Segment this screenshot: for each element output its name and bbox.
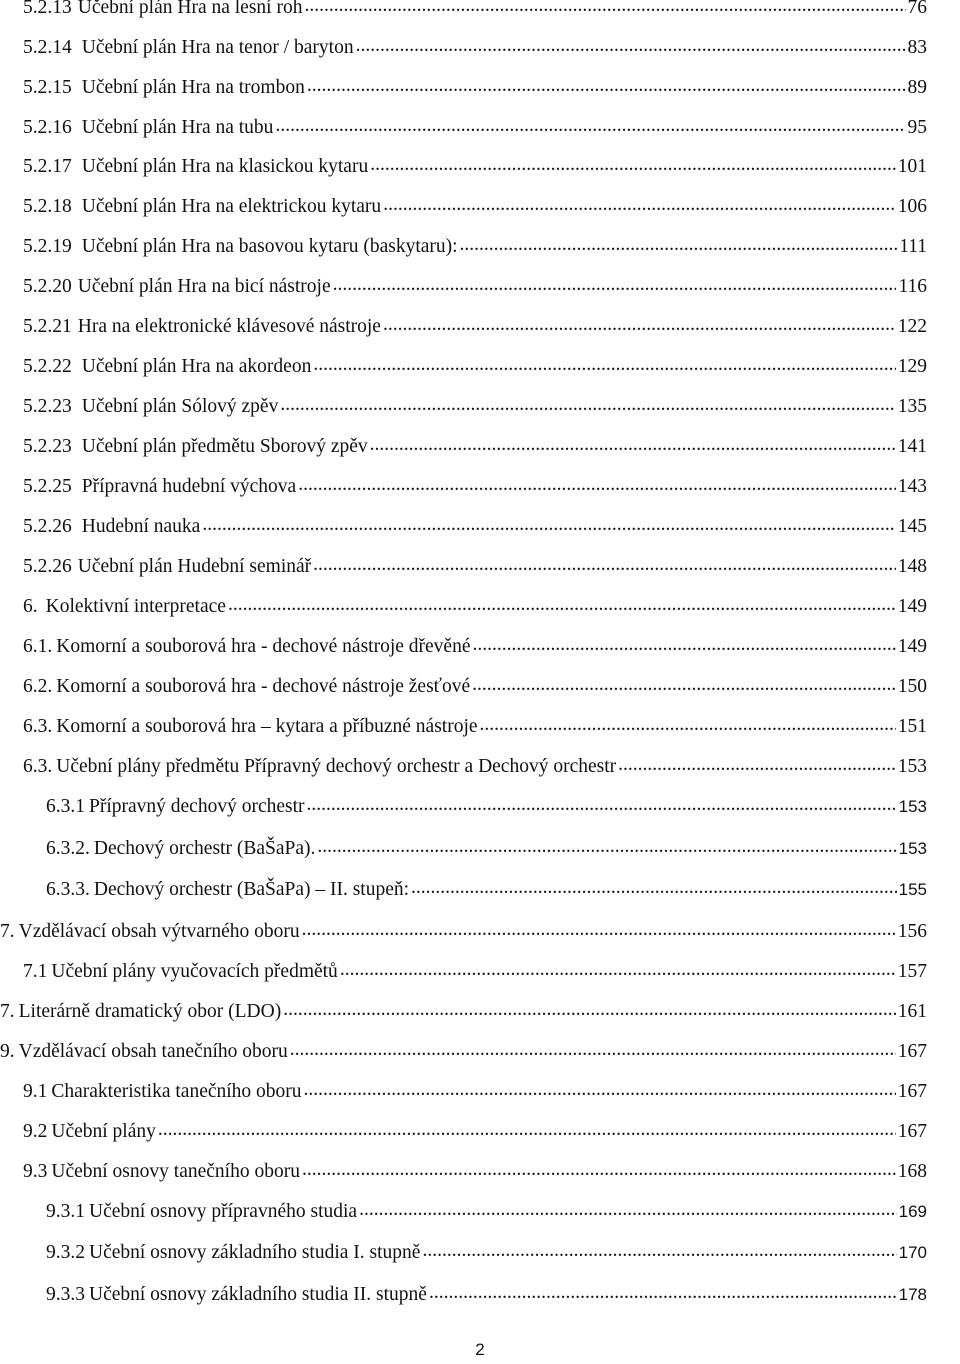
toc-entry-title: Hudební nauka xyxy=(81,516,201,537)
toc-entry-title: Dechový orchestr (BaŠaPa) – II. stupeň: xyxy=(93,879,410,900)
toc-entry[interactable] xyxy=(23,432,927,462)
toc-entry[interactable] xyxy=(46,1238,927,1268)
toc-entry-number: 9.3.2 xyxy=(46,1242,85,1263)
toc-dot-leader xyxy=(411,880,897,900)
toc-entry-title: Učební plány vyučovacích předmětů xyxy=(51,961,338,982)
toc-entry[interactable] xyxy=(23,752,927,782)
toc-entry-page: 155 xyxy=(898,880,927,899)
toc-dot-leader xyxy=(333,277,897,297)
toc-entry-title: Učební plán Hra na tubu xyxy=(81,117,274,138)
toc-entry-page: 83 xyxy=(907,37,927,58)
toc-entry-page: 178 xyxy=(898,1285,927,1304)
toc-entry-number: 6.2. xyxy=(23,676,53,697)
toc-entry-page: 151 xyxy=(897,716,927,737)
toc-entry-number: 5.2.26 xyxy=(23,556,72,577)
toc-entry-title: Kolektivní interpretace xyxy=(45,596,226,617)
toc-entry[interactable] xyxy=(23,0,927,23)
toc-entry[interactable] xyxy=(23,113,927,143)
toc-entry[interactable] xyxy=(23,957,927,987)
toc-entry[interactable] xyxy=(23,232,927,262)
toc-entry-number: 5.2.23 xyxy=(23,436,72,457)
toc-entry-number: 5.2.20 xyxy=(23,276,72,297)
toc-entry-title: Komorní a souborová hra - dechové nástroje žesťové xyxy=(56,676,471,697)
toc-entry-number: 5.2.16 xyxy=(23,117,72,138)
toc-entry-page: 145 xyxy=(897,516,927,537)
toc-dot-leader xyxy=(202,517,895,537)
toc-entry[interactable] xyxy=(23,592,927,622)
toc-entry-number: 6.3. xyxy=(23,716,53,737)
toc-entry-page: 153 xyxy=(898,839,927,858)
toc-entry-number: 9.2 xyxy=(23,1121,48,1142)
toc-entry[interactable] xyxy=(23,1117,927,1147)
toc-entry[interactable] xyxy=(23,1077,927,1107)
toc-entry-number: 9.1 xyxy=(23,1081,48,1102)
toc-entry-page: 106 xyxy=(897,196,927,217)
toc-entry-title: Učební plán Hra na klasickou kytaru xyxy=(81,156,369,177)
toc-entry[interactable] xyxy=(46,792,927,822)
toc-entry-number: 6.3.2. xyxy=(46,838,90,859)
toc-entry[interactable] xyxy=(23,192,927,222)
toc-entry-page: 135 xyxy=(897,396,927,417)
toc-entry-title: Učební plán Hudební seminář xyxy=(77,556,312,577)
toc-dot-leader xyxy=(298,477,896,497)
toc-dot-leader xyxy=(307,78,906,98)
toc-entry-number: 5.2.23 xyxy=(23,396,72,417)
toc-entry-page: 116 xyxy=(898,276,927,297)
toc-dot-leader xyxy=(359,1202,897,1222)
toc-entry-page: 167 xyxy=(897,1041,927,1062)
toc-entry-number: 6.3.3. xyxy=(46,879,90,900)
toc-entry-page: 149 xyxy=(897,636,927,657)
toc-entry[interactable] xyxy=(23,1157,927,1187)
toc-entry-title: Učební plány xyxy=(51,1121,156,1142)
toc-entry-title: Učební plán Hra na basovou kytaru (baskytaru): xyxy=(81,236,458,257)
toc-entry-number: 5.2.14 xyxy=(23,37,72,58)
toc-dot-leader xyxy=(460,237,898,257)
toc-dot-leader xyxy=(480,717,896,737)
toc-dot-leader xyxy=(304,1082,896,1102)
toc-dot-leader xyxy=(422,1243,896,1263)
toc-entry-page: 153 xyxy=(898,797,927,816)
toc-entry-title: Učební osnovy přípravného studia xyxy=(89,1201,358,1222)
toc-entry[interactable] xyxy=(23,312,927,342)
toc-entry-title: Hra na elektronické klávesové nástroje xyxy=(77,316,381,337)
toc-entry-title: Literárně dramatický obor (LDO) xyxy=(18,1001,282,1022)
page-number: 2 xyxy=(475,1340,485,1359)
toc-entry-page: 76 xyxy=(907,0,927,18)
toc-entry[interactable] xyxy=(23,392,927,422)
toc-entry-page: 129 xyxy=(897,356,927,377)
toc-entry-page: 156 xyxy=(897,921,927,942)
toc-entry-number: 6.3. xyxy=(23,756,53,777)
toc-entry-number: 9.3.3 xyxy=(46,1284,85,1305)
toc-dot-leader xyxy=(472,677,896,697)
toc-entry[interactable] xyxy=(23,33,927,63)
toc-entry[interactable] xyxy=(23,352,927,382)
toc-dot-leader xyxy=(313,557,896,577)
toc-entry-number: 5.2.15 xyxy=(23,77,72,98)
toc-entry-page: 122 xyxy=(897,316,927,337)
toc-entry[interactable] xyxy=(23,512,927,542)
toc-entry[interactable] xyxy=(23,672,927,702)
toc-entry-title: Dechový orchestr (BaŠaPa). xyxy=(93,838,316,859)
toc-entry-number: 9.3.1 xyxy=(46,1201,85,1222)
toc-dot-leader xyxy=(280,397,895,417)
toc-entry[interactable] xyxy=(23,73,927,103)
toc-entry-title: Učební plán předmětu Sborový zpěv xyxy=(81,436,368,457)
toc-entry[interactable] xyxy=(23,712,927,742)
toc-entry-page: 167 xyxy=(897,1121,927,1142)
toc-entry-title: Učební osnovy základního studia I. stupně xyxy=(89,1242,421,1263)
toc-entry-page: 95 xyxy=(907,117,927,138)
toc-entry-number: 6. xyxy=(23,596,38,617)
toc-entry-title: Učební plán Hra na elektrickou kytaru xyxy=(81,196,382,217)
toc-entry-title: Učební plán Hra na bicí nástroje xyxy=(77,276,331,297)
toc-entry-title: Přípravný dechový orchestr xyxy=(89,796,305,817)
toc-dot-leader xyxy=(429,1285,897,1305)
toc-entry-title: Charakteristika tanečního oboru xyxy=(51,1081,302,1102)
toc-entry[interactable] xyxy=(0,1037,927,1067)
toc-entry-number: 5.2.17 xyxy=(23,156,72,177)
toc-entry-number: 6.3.1 xyxy=(46,796,85,817)
toc-entry-number: 7. xyxy=(0,1001,15,1022)
toc-dot-leader xyxy=(283,1002,896,1022)
toc-entry-title: Učební plán Hra na akordeon xyxy=(81,356,312,377)
toc-entry-page: 148 xyxy=(897,556,927,577)
toc-entry-page: 111 xyxy=(899,236,927,257)
toc-entry-page: 168 xyxy=(897,1161,927,1182)
toc-entry-number: 6.1. xyxy=(23,636,53,657)
toc-entry-title: Učební osnovy tanečního oboru xyxy=(51,1161,300,1182)
toc-entry-page: 170 xyxy=(898,1243,927,1262)
toc-dot-leader xyxy=(313,357,895,377)
toc-entry-number: 5.2.26 xyxy=(23,516,72,537)
toc-dot-leader xyxy=(472,637,895,657)
toc-entry-number: 7.1 xyxy=(23,961,48,982)
toc-entry-page: 101 xyxy=(897,156,927,177)
toc-entry-number: 5.2.22 xyxy=(23,356,72,377)
toc-entry[interactable] xyxy=(23,632,927,662)
toc-entry[interactable] xyxy=(23,272,927,302)
toc-entry-title: Přípravná hudební výchova xyxy=(81,476,297,497)
toc-dot-leader xyxy=(370,437,896,457)
toc-dot-leader xyxy=(228,597,896,617)
toc-entry[interactable] xyxy=(46,875,927,905)
toc-dot-leader xyxy=(290,1042,896,1062)
toc-entry-title: Vzdělávací obsah výtvarného oboru xyxy=(18,921,300,942)
toc-entry-number: 9. xyxy=(0,1041,15,1062)
toc-entry-page: 149 xyxy=(897,596,927,617)
toc-dot-leader xyxy=(304,0,905,18)
toc-dot-leader xyxy=(158,1122,896,1142)
toc-entry[interactable] xyxy=(46,834,927,864)
toc-dot-leader xyxy=(302,922,896,942)
toc-entry-title: Učební plán Sólový zpěv xyxy=(81,396,279,417)
toc-dot-leader xyxy=(356,38,906,58)
toc-entry-number: 5.2.13 xyxy=(23,0,72,18)
toc-entry-page: 157 xyxy=(897,961,927,982)
toc-dot-leader xyxy=(307,797,897,817)
toc-entry-title: Komorní a souborová hra – kytara a příbuzné nástroje xyxy=(56,716,478,737)
toc-entry-page: 141 xyxy=(897,436,927,457)
toc-dot-leader xyxy=(317,839,896,859)
toc-entry-number: 9.3 xyxy=(23,1161,48,1182)
toc-dot-leader xyxy=(275,118,905,138)
toc-entry-page: 89 xyxy=(907,77,927,98)
toc-entry-title: Učební plány předmětu Přípravný dechový orchestr a Dechový orchestr xyxy=(56,756,617,777)
toc-entry[interactable] xyxy=(46,1197,927,1227)
toc-entry-number: 5.2.25 xyxy=(23,476,72,497)
toc-dot-leader xyxy=(370,157,896,177)
toc-entry[interactable] xyxy=(23,472,927,502)
toc-entry-page: 169 xyxy=(898,1202,927,1221)
toc-dot-leader xyxy=(302,1162,896,1182)
toc-entry-number: 5.2.19 xyxy=(23,236,72,257)
toc-dot-leader xyxy=(340,962,896,982)
toc-dot-leader xyxy=(618,757,896,777)
toc-entry-number: 5.2.18 xyxy=(23,196,72,217)
toc-entry-number: 5.2.21 xyxy=(23,316,72,337)
toc-entry[interactable] xyxy=(23,552,927,582)
toc-dot-leader xyxy=(383,197,896,217)
toc-entry-title: Komorní a souborová hra - dechové nástroje dřevěné xyxy=(56,636,471,657)
toc-entry-page: 143 xyxy=(897,476,927,497)
toc-entry-title: Vzdělávací obsah tanečního oboru xyxy=(18,1041,288,1062)
toc-entry-number: 7. xyxy=(0,921,15,942)
toc-entry-page: 153 xyxy=(897,756,927,777)
toc-entry-title: Učební plán Hra na trombon xyxy=(81,77,305,98)
toc-entry-page: 161 xyxy=(897,1001,927,1022)
toc-entry-title: Učební osnovy základního studia II. stupně xyxy=(89,1284,427,1305)
toc-entry[interactable] xyxy=(23,152,927,182)
toc-entry[interactable] xyxy=(46,1280,927,1310)
toc-entry[interactable] xyxy=(0,917,927,947)
toc-dot-leader xyxy=(383,317,896,337)
toc-entry-page: 167 xyxy=(897,1081,927,1102)
toc-entry-title: Učební plán Hra na lesní roh xyxy=(77,0,303,18)
toc-entry-page: 150 xyxy=(897,676,927,697)
toc-entry-title: Učební plán Hra na tenor / baryton xyxy=(81,37,354,58)
toc-entry[interactable] xyxy=(0,997,927,1027)
